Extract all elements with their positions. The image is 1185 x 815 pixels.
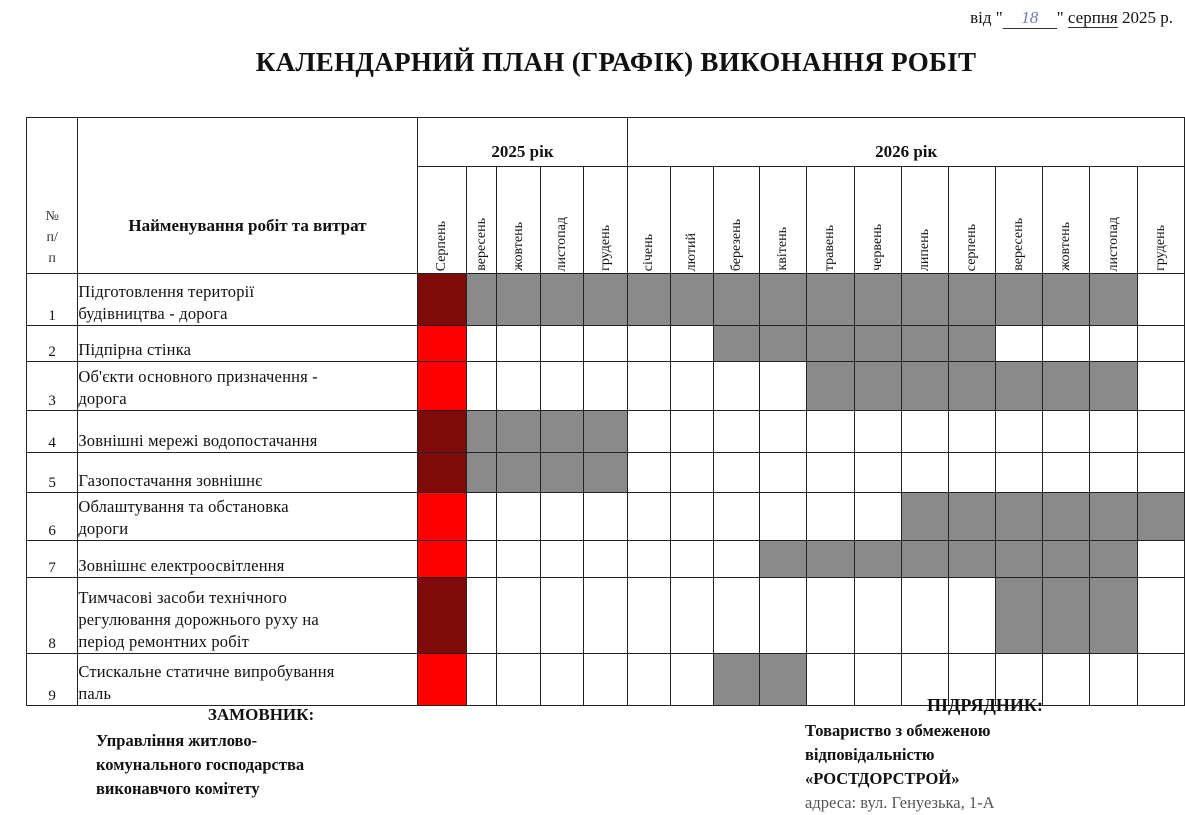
schedule-cell-gray	[713, 274, 759, 326]
schedule-cell-empty	[996, 411, 1043, 453]
schedule-cell-red	[417, 493, 466, 541]
schedule-cell-empty	[540, 654, 583, 706]
schedule-cell-empty	[540, 493, 583, 541]
schedule-cell-gray	[948, 362, 995, 411]
table-row	[27, 541, 1185, 578]
schedule-cell-empty	[670, 493, 713, 541]
schedule-cell-empty	[807, 411, 854, 453]
month-label: грудень	[1152, 225, 1168, 271]
document-date	[970, 8, 1173, 29]
work-name-line: Об'єкти основного призначення -	[78, 367, 318, 386]
schedule-cell-gray	[901, 493, 948, 541]
schedule-cell-empty	[497, 326, 540, 362]
schedule-cell-gray	[901, 274, 948, 326]
month-header	[1043, 167, 1090, 274]
schedule-cell-gray	[497, 274, 540, 326]
schedule-cell-gray	[996, 578, 1043, 654]
work-name	[78, 453, 417, 493]
schedule-cell-empty	[584, 326, 628, 362]
schedule-cell-empty	[948, 578, 995, 654]
work-name	[78, 411, 417, 453]
schedule-cell-gray	[1043, 362, 1090, 411]
schedule-cell-empty	[713, 541, 759, 578]
table-row	[27, 362, 1185, 411]
schedule-cell-gray	[854, 541, 901, 578]
schedule-cell-empty	[1137, 362, 1184, 411]
schedule-cell-gray	[1090, 493, 1137, 541]
schedule-cell-empty	[807, 453, 854, 493]
schedule-cell-empty	[497, 362, 540, 411]
schedule-cell-empty	[1090, 411, 1137, 453]
schedule-cell-gray	[807, 326, 854, 362]
row-number: 2	[27, 326, 78, 362]
schedule-cell-gray	[996, 274, 1043, 326]
row-number: 7	[27, 541, 78, 578]
work-name-line: Газопостачання зовнішнє	[78, 471, 263, 490]
row-number: 1	[27, 274, 78, 326]
schedule-cell-gray	[1043, 578, 1090, 654]
schedule-cell-empty	[540, 578, 583, 654]
date-day: 18	[1003, 8, 1057, 29]
month-header	[996, 167, 1043, 274]
schedule-cell-empty	[466, 326, 497, 362]
schedule-cell-gray	[670, 274, 713, 326]
work-name-line: дороги	[78, 519, 129, 538]
schedule-cell-gray	[948, 541, 995, 578]
schedule-cell-empty	[1090, 326, 1137, 362]
work-name-line: Зовнішнє електроосвітлення	[78, 556, 285, 575]
schedule-cell-gray	[713, 654, 759, 706]
schedule-cell-empty	[1090, 453, 1137, 493]
schedule-cell-empty	[996, 326, 1043, 362]
schedule-cell-empty	[670, 411, 713, 453]
month-header	[854, 167, 901, 274]
schedule-cell-gray	[713, 326, 759, 362]
number-header-part: п/	[46, 230, 58, 245]
month-header	[807, 167, 854, 274]
date-month: серпня	[1067, 8, 1118, 27]
row-number: 4	[27, 411, 78, 453]
table-row	[27, 274, 1185, 326]
schedule-cell-empty	[584, 541, 628, 578]
schedule-cell-empty	[807, 578, 854, 654]
month-label: лютий	[683, 232, 699, 271]
month-header	[628, 167, 670, 274]
schedule-cell-empty	[713, 453, 759, 493]
work-name	[78, 654, 417, 706]
schedule-cell-gray	[948, 493, 995, 541]
schedule-cell-empty	[670, 326, 713, 362]
work-name	[78, 541, 417, 578]
schedule-cell-gray	[948, 326, 995, 362]
name-column-header: Найменування робіт та витрат	[78, 118, 417, 274]
schedule-cell-empty	[807, 493, 854, 541]
schedule-cell-gray	[497, 453, 540, 493]
schedule-cell-gray	[1137, 493, 1184, 541]
schedule-cell-empty	[854, 578, 901, 654]
work-name-line: Облаштування та обстановка	[78, 497, 289, 516]
schedule-cell-empty	[670, 578, 713, 654]
work-name-line: період ремонтних робіт	[78, 632, 250, 651]
schedule-cell-gray	[854, 326, 901, 362]
row-number: 3	[27, 362, 78, 411]
page-title: КАЛЕНДАРНИЙ ПЛАН (ГРАФІК) ВИКОНАННЯ РОБІТ	[255, 47, 977, 77]
schedule-cell-gray	[760, 326, 807, 362]
schedule-cell-empty	[628, 362, 670, 411]
schedule-cell-dark	[417, 578, 466, 654]
schedule-cell-empty	[670, 362, 713, 411]
schedule-cell-gray	[1090, 578, 1137, 654]
table-row	[27, 493, 1185, 541]
schedule-cell-empty	[760, 411, 807, 453]
month-label: липень	[916, 228, 932, 271]
contractor-address: адреса: вул. Генуезька, 1-А	[805, 793, 995, 812]
month-header	[1090, 167, 1137, 274]
work-name	[78, 362, 417, 411]
date-year: 2025 р.	[1122, 8, 1173, 27]
schedule-cell-dark	[417, 274, 466, 326]
schedule-cell-gray	[996, 493, 1043, 541]
schedule-cell-empty	[948, 453, 995, 493]
month-label: листопад	[1105, 216, 1121, 271]
month-label: січень	[641, 233, 657, 271]
customer-line: Управління житлово-	[96, 731, 258, 750]
month-label: червень	[869, 224, 885, 271]
work-name	[78, 493, 417, 541]
customer-block	[96, 703, 426, 801]
month-header	[417, 167, 466, 274]
work-name-line: Підготовлення території	[78, 282, 255, 301]
schedule-cell-empty	[584, 362, 628, 411]
schedule-cell-gray	[760, 274, 807, 326]
month-label: вересень	[473, 218, 489, 271]
schedule-cell-gray	[807, 541, 854, 578]
schedule-cell-empty	[1043, 453, 1090, 493]
month-label: квітень	[775, 227, 791, 271]
year-header: 2026 рік	[628, 118, 1185, 167]
work-name-line: Зовнішні мережі водопостачання	[78, 431, 318, 450]
schedule-cell-red	[417, 541, 466, 578]
schedule-cell-gray	[584, 274, 628, 326]
number-header-part: №	[45, 209, 59, 224]
schedule-cell-empty	[1137, 578, 1184, 654]
schedule-cell-empty	[1137, 453, 1184, 493]
schedule-cell-gray	[760, 541, 807, 578]
work-name-line: Підпірна стінка	[78, 340, 192, 359]
schedule-cell-empty	[466, 493, 497, 541]
schedule-cell-empty	[466, 654, 497, 706]
schedule-cell-empty	[760, 493, 807, 541]
row-number: 8	[27, 578, 78, 654]
schedule-cell-red	[417, 326, 466, 362]
schedule-cell-gray	[584, 453, 628, 493]
schedule-cell-empty	[854, 411, 901, 453]
schedule-cell-gray	[466, 453, 497, 493]
month-header	[948, 167, 995, 274]
month-header	[760, 167, 807, 274]
schedule-cell-gray	[540, 453, 583, 493]
work-name-line: дорога	[78, 389, 127, 408]
schedule-cell-gray	[996, 362, 1043, 411]
schedule-cell-empty	[466, 578, 497, 654]
work-name	[78, 326, 417, 362]
schedule-cell-gray	[497, 411, 540, 453]
schedule-cell-gray	[901, 326, 948, 362]
schedule-cell-gray	[1090, 541, 1137, 578]
month-header	[466, 167, 497, 274]
month-header	[670, 167, 713, 274]
schedule-cell-empty	[713, 362, 759, 411]
table-row	[27, 326, 1185, 362]
schedule-cell-gray	[540, 274, 583, 326]
schedule-cell-empty	[854, 493, 901, 541]
schedule-cell-gray	[1043, 541, 1090, 578]
schedule-cell-gray	[1043, 493, 1090, 541]
schedule-cell-red	[417, 654, 466, 706]
schedule-cell-empty	[540, 362, 583, 411]
schedule-cell-empty	[466, 541, 497, 578]
schedule-cell-dark	[417, 453, 466, 493]
month-header	[497, 167, 540, 274]
schedule-cell-gray	[901, 541, 948, 578]
month-label: листопад	[553, 216, 569, 271]
date-prefix: від "	[970, 8, 1003, 27]
month-label: серпень	[964, 223, 980, 271]
schedule-cell-gray	[1090, 274, 1137, 326]
schedule-cell-gray	[760, 654, 807, 706]
schedule-cell-empty	[584, 654, 628, 706]
schedule-cell-dark	[417, 411, 466, 453]
schedule-cell-empty	[1043, 326, 1090, 362]
schedule-cell-gray	[1043, 274, 1090, 326]
schedule-cell-gray	[584, 411, 628, 453]
schedule-cell-gray	[948, 274, 995, 326]
month-label: вересень	[1011, 218, 1027, 271]
schedule-cell-gray	[628, 274, 670, 326]
contractor-caption: ПІДРЯДНИК:	[927, 695, 1043, 715]
table-row	[27, 453, 1185, 493]
month-label: грудень	[597, 225, 613, 271]
contractor-line: «РОСТДОРСТРОЙ»	[805, 769, 960, 788]
work-name-line: Тимчасові засоби технічного	[78, 588, 288, 607]
schedule-cell-empty	[628, 578, 670, 654]
customer-line: комунального господарства	[96, 755, 305, 774]
schedule-cell-empty	[628, 411, 670, 453]
month-header	[1137, 167, 1184, 274]
schedule-cell-empty	[1137, 411, 1184, 453]
schedule-cell-red	[417, 362, 466, 411]
schedule-cell-empty	[628, 654, 670, 706]
schedule-cell-empty	[713, 578, 759, 654]
work-name-line: паль	[78, 684, 112, 703]
schedule-cell-empty	[1137, 541, 1184, 578]
schedule-cell-gray	[466, 274, 497, 326]
customer-caption: ЗАМОВНИК:	[207, 705, 315, 724]
row-number: 5	[27, 453, 78, 493]
year-header: 2025 рік	[417, 118, 628, 167]
schedule-cell-empty	[466, 362, 497, 411]
schedule-cell-empty	[540, 326, 583, 362]
schedule-cell-empty	[760, 362, 807, 411]
schedule-cell-empty	[901, 578, 948, 654]
contractor-line: відповідальністю	[805, 745, 935, 764]
schedule-cell-gray	[854, 362, 901, 411]
row-number: 9	[27, 654, 78, 706]
number-column-header	[27, 118, 78, 274]
row-number: 6	[27, 493, 78, 541]
schedule-cell-empty	[901, 453, 948, 493]
work-name	[78, 578, 417, 654]
schedule-cell-empty	[901, 411, 948, 453]
schedule-cell-empty	[497, 493, 540, 541]
schedule-cell-empty	[497, 578, 540, 654]
schedule-cell-empty	[497, 541, 540, 578]
schedule-cell-empty	[670, 541, 713, 578]
month-header	[713, 167, 759, 274]
schedule-cell-empty	[497, 654, 540, 706]
schedule-cell-gray	[854, 274, 901, 326]
schedule-cell-gray	[807, 362, 854, 411]
contractor-line: Товариство з обмеженою	[805, 721, 991, 740]
schedule-cell-empty	[540, 541, 583, 578]
work-name-line: регулювання дорожнього руху на	[78, 610, 319, 629]
month-label: травень	[822, 224, 838, 271]
contractor-block	[805, 693, 1165, 815]
schedule-cell-empty	[713, 493, 759, 541]
schedule-cell-empty	[628, 541, 670, 578]
month-header	[540, 167, 583, 274]
schedule-cell-empty	[760, 453, 807, 493]
schedule-table	[26, 117, 1185, 706]
schedule-cell-empty	[628, 326, 670, 362]
schedule-cell-gray	[996, 541, 1043, 578]
month-label: жовтень	[1058, 222, 1074, 271]
table-row	[27, 578, 1185, 654]
schedule-cell-empty	[628, 453, 670, 493]
schedule-cell-gray	[901, 362, 948, 411]
schedule-cell-empty	[584, 578, 628, 654]
schedule-cell-gray	[466, 411, 497, 453]
schedule-cell-gray	[540, 411, 583, 453]
schedule-cell-empty	[760, 578, 807, 654]
table-row	[27, 411, 1185, 453]
schedule-cell-empty	[1043, 411, 1090, 453]
month-header	[901, 167, 948, 274]
schedule-cell-empty	[670, 654, 713, 706]
month-header	[584, 167, 628, 274]
month-label: Серпень	[433, 220, 449, 271]
schedule-cell-empty	[670, 453, 713, 493]
schedule-cell-empty	[713, 411, 759, 453]
date-suffix: "	[1056, 8, 1064, 27]
month-label: березень	[728, 218, 744, 271]
schedule-cell-empty	[996, 453, 1043, 493]
number-header-part: п	[48, 251, 56, 266]
schedule-cell-empty	[628, 493, 670, 541]
work-name-line: будівництва - дорога	[78, 304, 228, 323]
schedule-cell-empty	[1137, 274, 1184, 326]
schedule-cell-empty	[948, 411, 995, 453]
work-name-line: Стискальне статичне випробування	[78, 662, 335, 681]
schedule-cell-empty	[584, 493, 628, 541]
schedule-cell-empty	[1137, 326, 1184, 362]
work-name	[78, 274, 417, 326]
schedule-cell-gray	[807, 274, 854, 326]
customer-line: виконавчого комітету	[96, 779, 260, 798]
month-label: жовтень	[510, 222, 526, 271]
schedule-cell-gray	[1090, 362, 1137, 411]
schedule-cell-empty	[854, 453, 901, 493]
